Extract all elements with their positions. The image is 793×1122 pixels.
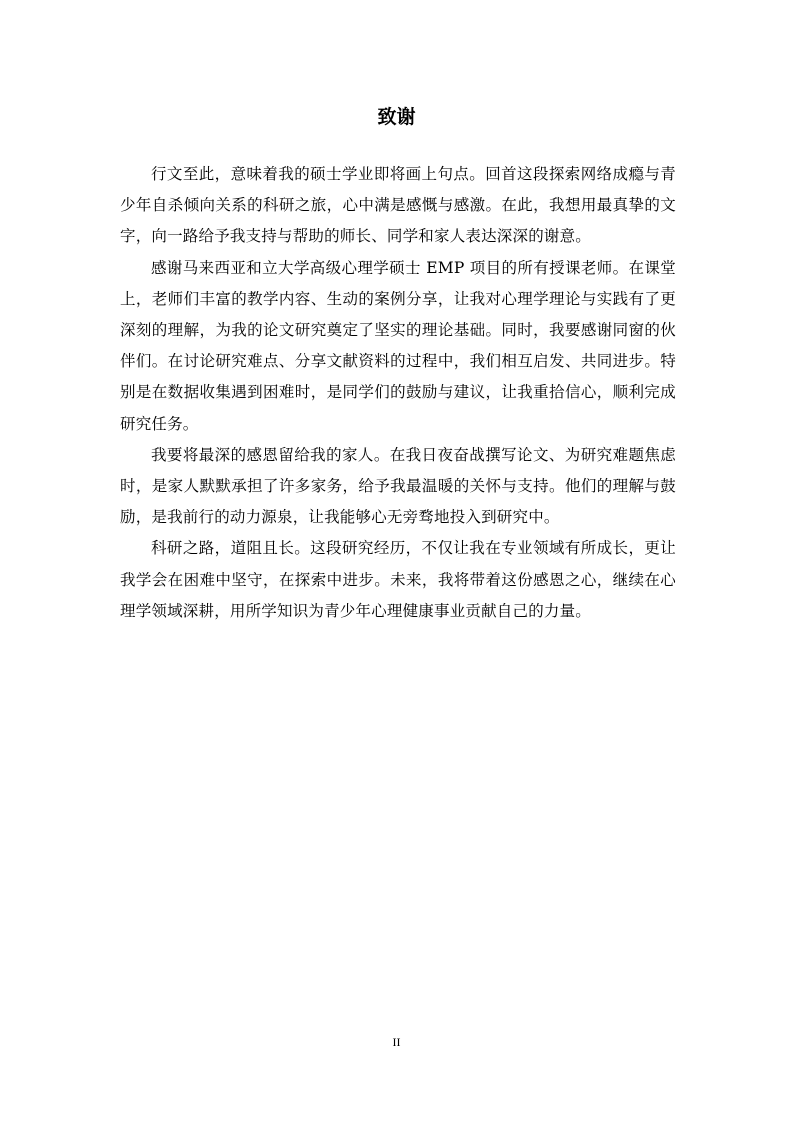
paragraph-4: 科研之路，道阻且长。这段研究经历，不仅让我在专业领域有所成长，更让我学会在困难中坚守，在探索中进步。未来，我将带着这份感恩之心，继续在心理学领域深耕，用所学知识为青少年心理健康事业贡献自己的力量。 — [120, 539, 676, 620]
acknowledgement-body — [120, 159, 676, 627]
page-number: II — [392, 1035, 401, 1049]
paragraph-2: 感谢马来西亚和立大学高级心理学硕士 EMP 项目的所有授课老师。在课堂上，老师们丰富的教学内容、生动的案例分享，让我对心理学理论与实践有了更深刻的理解，为我的论文研究奠定了坚实的理论基础。同时，我要感谢同窗的伙伴们。在讨论研究难点、分享文献资料的过程中，我们相互启发、共同进步。特别是在数据收集遇到困难时，是同学们的鼓励与建议，让我重拾信心，顺利完成研究任务。 — [120, 258, 676, 433]
paragraph-3: 我要将最深的感恩留给我的家人。在我日夜奋战撰写论文、为研究难题焦虑时，是家人默默承担了许多家务，给予我最温暖的关怀与支持。他们的理解与鼓励，是我前行的动力源泉，让我能够心无旁骛地投入到研究中。 — [120, 445, 676, 527]
page-title: 致谢 — [377, 106, 416, 128]
paragraph-1: 行文至此，意味着我的硕士学业即将画上句点。回首这段探索网络成瘾与青少年自杀倾向关系的科研之旅，心中满是感慨与感激。在此，我想用最真挚的文字，向一路给予我支持与帮助的师长、同学和家人表达深深的谢意。 — [120, 165, 676, 246]
